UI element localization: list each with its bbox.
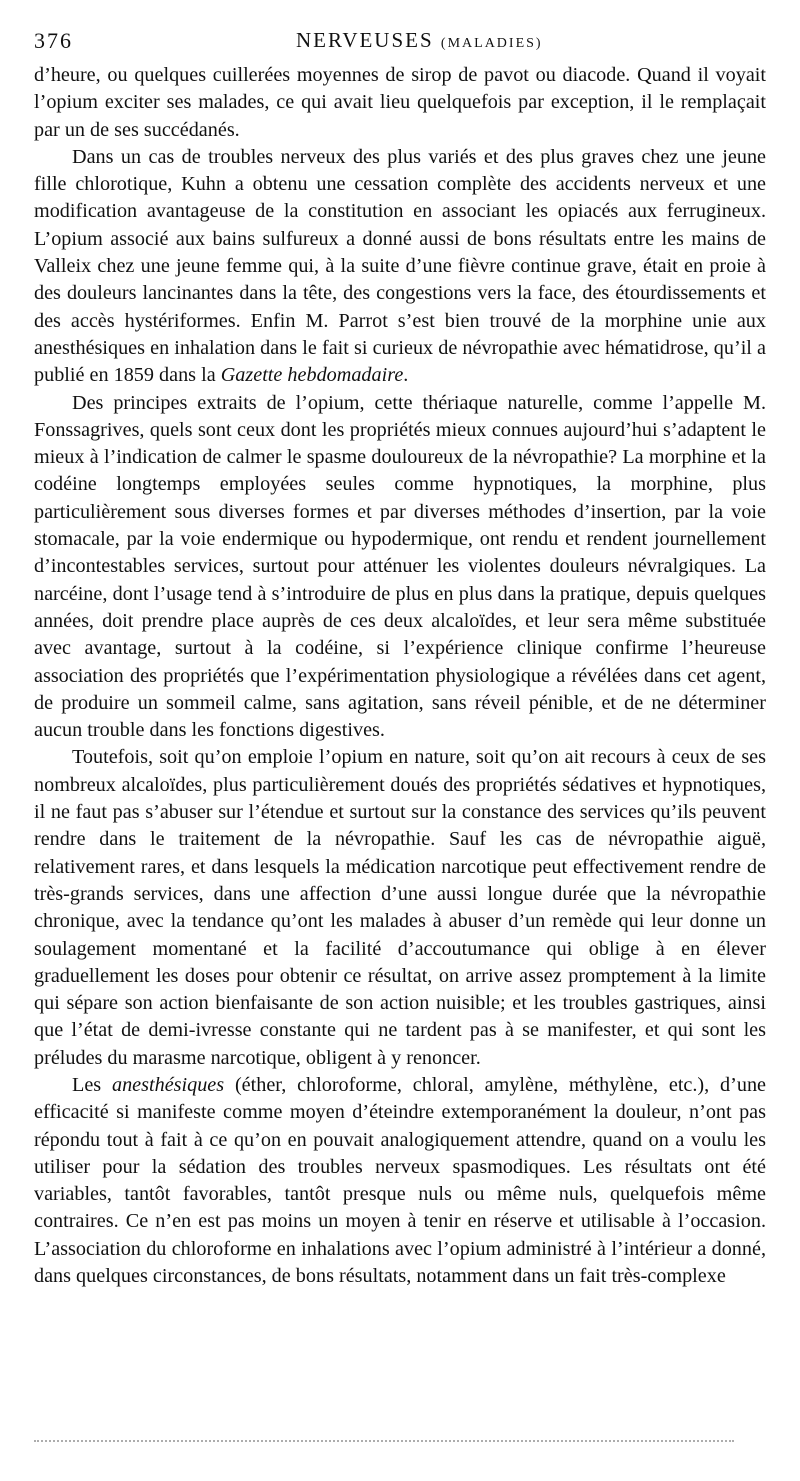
book-page <box>34 28 766 1290</box>
paragraph-text: Toutefois, soit qu’on emploie l’opium en nature, soit qu’on ait recours à ceux de ses nombreux alcaloïdes, plus particulièrement doués des propriétés sédatives et hypnotiques, il ne faut pas s’abuser sur l’étendue et surtout sur la constance des services qu’ils peuvent rendre dans le traitement de la névropathie. Sauf les cas de névropathie aiguë, relativement rares, et dans lesquels la médication narcotique peut effectivement rendre de très-grands services, dans une affection d’une aussi longue durée que la névropathie chronique, avec la tendance qu’ont les malades à abuser d’un remède qui leur donne un soulagement momentané et la facilité d’accoutumance qui oblige à en élever graduellement les doses pour obtenir ce résultat, on arrive assez promptement à la limite qui sépare son action bienfaisante de son action nuisible; et les troubles gastriques, ainsi que l’état de demi-ivresse constante qui ne tardent pas à se manifester, et qui sont les préludes du marasme narcotique, obligent à y renoncer. <box>34 746 766 1069</box>
running-head <box>34 28 766 62</box>
running-title-subtitle: (MALADIES) <box>440 36 543 51</box>
footer-rule <box>34 1440 734 1442</box>
paragraph-p2 <box>34 144 766 390</box>
paragraph-text: Dans un cas de troubles nerveux des plus variés et des plus graves chez une jeune fille chlorotique, Kuhn a obtenu une cessation complète des accidents nerveux et une modification avantageuse de la constitution en associant les opiacés aux ferrugineux. L’opium associé aux bains sulfureux a donné aussi de bons résultats entre les mains de Valleix chez une jeune femme qui, à la suite d’une fièvre continue grave, était en proie à des douleurs lancinantes dans la tête, des congestions vers la face, des étourdissements et des accès hystériformes. Enfin M. Parrot s’est bien trouvé de la morphine unie aux anesthésiques en inhalation dans le fait si curieux de névropathie avec hématidrose, qu’il a publié en 1859 dans la <box>34 145 766 387</box>
paragraph-text: . <box>403 364 409 387</box>
paragraph-p4 <box>34 744 766 1072</box>
page-number: 376 <box>34 28 73 53</box>
running-title <box>296 28 543 53</box>
paragraph-p5 <box>34 1072 766 1290</box>
body-text <box>34 62 766 1290</box>
italic-term: anesthésiques <box>111 1073 225 1096</box>
italic-term: Gazette hebdomadaire <box>220 364 404 387</box>
paragraph-p3 <box>34 390 766 745</box>
paragraph-p1 <box>34 62 766 144</box>
paragraph-text: Des principes extraits de l’opium, cette thériaque naturelle, comme l’appelle M. Fonssagrives, quels sont ceux dont les propriétés mieux connues aujourd’hui s’adaptent le mieux à l’indication de calmer le spasme douloureux de la névropathie? La morphine et la codéine longtemps employées seules comme hypnotiques, la morphine, plus particulièrement sous diverses formes et par diverses méthodes d’insertion, par la voie stomacale, par la voie endermique ou hypodermique, ont rendu et rendent journellement d’incontestables services, surtout pour atténuer les violentes douleurs névralgiques. La narcéine, dont l’usage tend à s’introduire de plus en plus dans la pratique, depuis quelques années, doit prendre place auprès de ces deux alcaloïdes, et leur sera même substituée avec avantage, surtout à la codéine, si l’expérience clinique confirme l’heureuse association des propriétés que l’expérimentation physiologique a révélées dans cet agent, de produire un sommeil calme, sans agitation, sans réveil pénible, et de ne déterminer aucun trouble dans les fonctions digestives. <box>34 391 766 742</box>
paragraph-text: d’heure, ou quelques cuillerées moyennes de sirop de pavot ou diacode. Quand il voyait l’opium exciter ses malades, ce qui avait lieu quelquefois par exception, il le remplaçait par un de ses succédanés. <box>34 64 766 141</box>
paragraph-text: (éther, chloroforme, chloral, amylène, méthylène, etc.), d’une efficacité si manifeste comme moyen d’éteindre extemporanément la douleur, n’ont pas répondu tout à fait à ce qu’on en pouvait analogiquement attendre, quand on a voulu les utiliser pour la sédation des troubles nerveux spasmodiques. Les résultats ont été variables, tantôt favorables, tantôt presque nuls ou même nuls, quelquefois même contraires. Ce n’en est pas moins un moyen à tenir en réserve et utilisable à l’occasion. L’association du chloroforme en inhalations avec l’opium administré à l’intérieur a donné, dans quelques circonstances, de bons résultats, notamment dans un fait très-complexe <box>34 1073 766 1288</box>
paragraph-text: Les <box>72 1073 112 1096</box>
running-title-main: NERVEUSES <box>296 28 434 52</box>
